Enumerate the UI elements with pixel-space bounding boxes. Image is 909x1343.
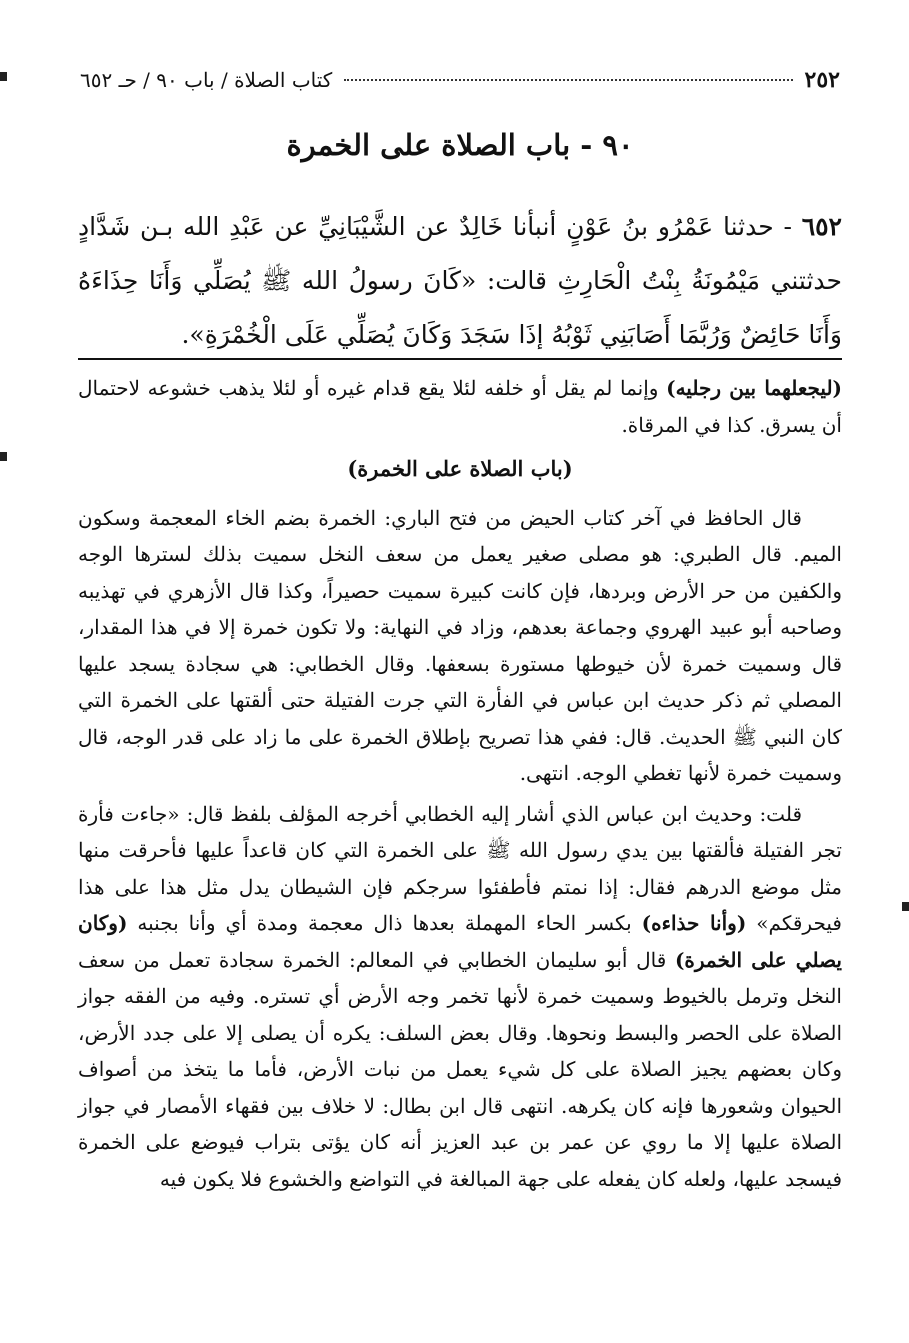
note-quote: (ليجعلهما بين رجليه) xyxy=(666,376,842,400)
hadith-number: ٦٥٢ xyxy=(801,212,842,241)
running-title: كتاب الصلاة / باب ٩٠ / حـ ٦٥٢ xyxy=(80,68,333,92)
footnote-divider xyxy=(78,358,842,360)
page-number: ٢٥٢ xyxy=(804,67,840,93)
para2-quote-2: (وكان يصلي على الخمرة) xyxy=(78,911,842,972)
running-header xyxy=(80,62,840,98)
dotted-leader xyxy=(344,79,792,81)
page-edge-mark-top xyxy=(0,72,7,81)
commentary-block xyxy=(78,370,842,1197)
hadith-text-block xyxy=(78,200,842,362)
para2-part-c: بكسر الحاء المهملة بعدها ذال معجمة ومدة أي وأنا بجنبه xyxy=(127,911,642,935)
commentary-paragraph-1: قال الحافظ في آخر كتاب الحيض من فتح الباري: الخمرة بضم الخاء المعجمة وسكون الميم. قال الطبري: هو مصلى صغير يعمل من سعف النخل سميت بذلك لسترها الوجه والكفين من حر الأرض وبردها، فإن كانت كبيرة سميت حصيراً، وكذا قال الأزهري في تهذيبه وصاحبه أبو عبيد الهروي وجماعة بعدهم، وزاد في النهاية: ولا تكون خمرة إلا في هذا المقدار، قال وسميت خمرة لأن خيوطها مستورة بسعفها. وقال الخطابي: هي سجادة يسجد عليها المصلي ثم ذكر حديث ابن عباس في الفأرة التي جرت الفتيلة حتى ألقتها على الخمرة التي كان النبي ﷺ الحديث. قال: ففي هذا تصريح بإطلاق الخمرة على ما زاد على قدر الوجه، قال وسميت خمرة لأنها تغطي الوجه. انتهى. xyxy=(78,505,842,785)
chapter-title: ٩٠ - باب الصلاة على الخمرة xyxy=(286,128,634,162)
page-edge-mark-right xyxy=(902,902,909,911)
para2-quote-1: (وأنا حذاءه) xyxy=(641,911,747,935)
commentary-sub-title: (باب الصلاة على الخمرة) xyxy=(347,456,573,481)
hadith-text: - حدثنا عَمْرُو بنُ عَوْنٍ أنبأنا خَالِدٌ عن الشَّيْبَانِيِّ عن عَبْدِ الله بـن شَدَّادٍ حدثتني مَيْمُونَةُ بِنْتُ الْحَارِثِ قالت: «كَانَ رسولُ الله ﷺ يُصَلِّي وَأَنَا حِذَاءَهُ وَأَنَا حَائِضٌ وَرُبَّمَا أَصَابَنِي ثَوْبُهُ إذَا سَجَدَ وَكَانَ يُصَلِّي عَلَى الْخُمْرَةِ». xyxy=(78,212,842,349)
para2-part-a: قلت: وحديث ابن عباس الذي أشار إليه الخطابي أخرجه المؤلف بلفظ قال: «جاءت فأرة تجر الفتيلة فألقتها بين يدي رسول الله ﷺ على الخمرة التي كان قاعداً عليها فأحرقت منها مثل موضع الدرهم فقال: إذا نمتم فأطفئوا سرجكم فإن الشيطان يدل مثل هذا على هذا فيحرقكم» xyxy=(78,801,842,935)
commentary-paragraph-2 xyxy=(78,796,842,1198)
commentary-note xyxy=(78,370,842,443)
note-text: وإنما لم يقل أو خلفه لئلا يقع قدام غيره أو لئلا يذهب خشوعه لاحتمال أن يسرق. كذا في المرقاة. xyxy=(78,376,842,437)
page-edge-mark-middle xyxy=(0,452,7,461)
para2-part-d: قال أبو سليمان الخطابي في المعالم: الخمرة سجادة تعمل من سعف النخل وترمل بالخيوط وسميت خمرة لأنها تخمر وجه الأرض أي تستره. وفيه من الفقه جواز الصلاة على الحصر والبسط ونحوها. وقال بعض السلف: يكره أن يصلى إلا على جدد الأرض، وكان بعضهم يجيز الصلاة على كل شيء يعمل من نبات الأرض، فأما ما يتخذ من أصواف الحيوان وشعورها فإنه كان يكرهه. انتهى قال ابن بطال: لا خلاف بين فقهاء الأمصار في جواز الصلاة عليها إلا ما روي عن عمر بن عبد العزيز أنه كان يؤتى بتراب فيوضع على الخمرة فيسجد عليها، ولعله كان يفعله على جهة المبالغة في التواضع والخشوع فلا يكون فيه xyxy=(78,947,842,1191)
